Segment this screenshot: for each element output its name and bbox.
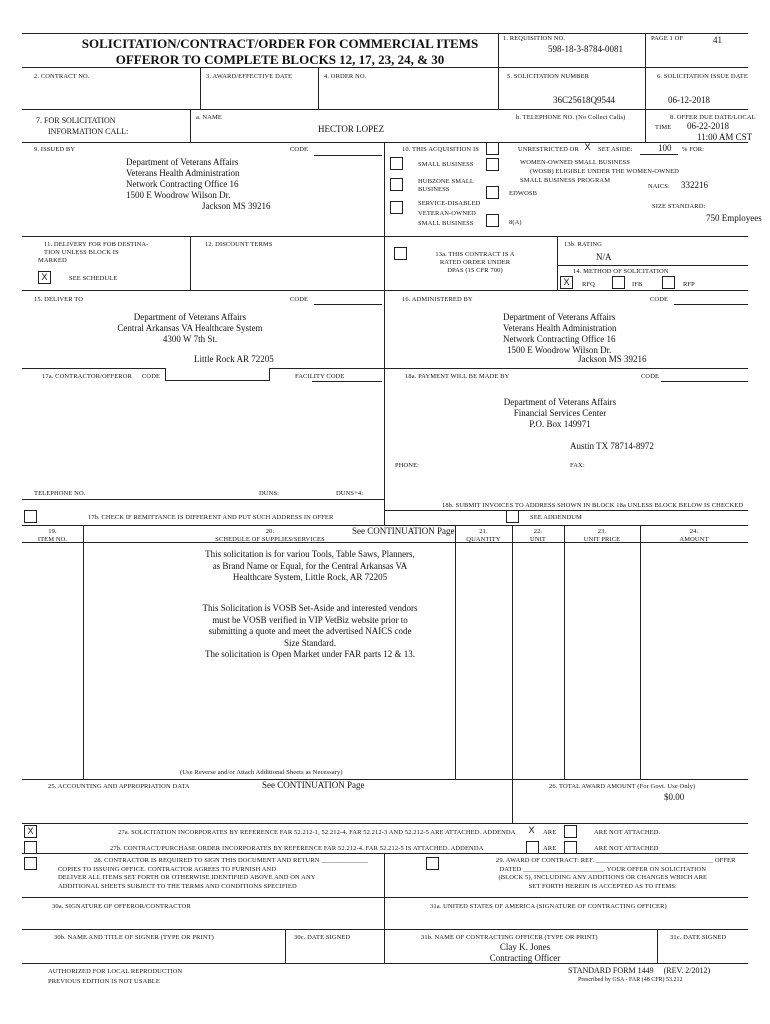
contractor-sign-checkbox[interactable]	[24, 857, 37, 870]
officer-name: Clay K. Jones	[499, 942, 551, 952]
col-number: 22.	[533, 528, 543, 535]
rfq-label: RFQ	[582, 281, 595, 288]
naics-label: NAICS:	[648, 183, 670, 190]
rfq-checkbox[interactable]: X	[560, 276, 573, 289]
col-supplies-header	[180, 528, 360, 544]
clause-27a-are-not: ARE NOT ATTACHED.	[594, 829, 661, 836]
wosb-checkbox[interactable]	[486, 158, 499, 171]
administered-by-city: Jackson MS 39216	[578, 354, 647, 364]
block-29-line: 29. AWARD OF CONTRACT: REF. ___________________________________ OFFER	[496, 857, 736, 864]
contact-name[interactable]: HECTOR LOPEZ	[318, 124, 385, 134]
col-title: SCHEDULE OF SUPPLIES/SERVICES	[215, 536, 325, 543]
col-item-no-header	[22, 528, 83, 544]
rated-order-line: DPAS (15 CFR 700)	[447, 267, 503, 274]
sdvosb-line: SMALL BUSINESS	[418, 220, 474, 227]
description-line: must be VOSB verified in VIP VetBiz website prior to	[212, 614, 408, 625]
issued-by-code-label: CODE	[290, 146, 309, 153]
accounting-label: 25. ACCOUNTING AND APPROPRIATION DATA	[48, 783, 190, 790]
sdvosb-label	[418, 199, 480, 229]
size-standard-value[interactable]: 750 Employees	[706, 213, 762, 223]
hubzone-line: HUBZONE SMALL	[418, 178, 475, 185]
sdvosb-line: SERVICE-DISABLED	[418, 200, 481, 207]
description-line: This solicitation is for variou Tools, Table Saws, Planners,	[205, 549, 415, 559]
acquisition-checkbox[interactable]	[486, 142, 499, 155]
clause-27a-checkbox[interactable]: X	[24, 825, 37, 838]
clause-27a-are: ARE	[543, 829, 557, 836]
info-call-label	[36, 115, 128, 137]
due-time-value[interactable]: 11:00 AM CST	[697, 132, 753, 142]
administered-by-line: 1500 E Woodrow Wilson Dr.	[507, 345, 612, 355]
order-no-label: 4. ORDER NO.	[324, 73, 367, 80]
block-28-line: COPIES TO ISSUING OFFICE. CONTRACTOR AGREES TO FURNISH AND	[58, 865, 277, 873]
payment-code-label: CODE	[641, 373, 660, 380]
clause-27b-are-not: ARE NOT ATTACHED	[594, 845, 659, 852]
schedule-description-1	[160, 549, 460, 584]
clause-27b-are: ARE	[543, 845, 557, 852]
col-title: UNIT	[530, 536, 546, 543]
footer-auth: AUTHORIZED FOR LOCAL REPRODUCTION	[48, 968, 183, 975]
schedule-description-2	[160, 603, 460, 661]
wosb-line: WOMEN-OWNED SMALL BUSINESS	[520, 159, 630, 166]
col-number: 20.	[265, 528, 275, 535]
award-checkbox[interactable]	[426, 857, 439, 870]
clause-27b-are-checkbox[interactable]	[526, 841, 539, 854]
issued-by-line: Veterans Health Administration	[126, 168, 240, 178]
deliver-to-line: Central Arkansas VA Healthcare System	[117, 323, 263, 333]
continuation-note: See CONTINUATION Page	[352, 526, 455, 536]
hubzone-label	[418, 178, 474, 194]
deliver-to-address	[80, 312, 300, 345]
administered-by-line: Veterans Health Administration	[503, 323, 617, 333]
unrestricted-checkbox[interactable]: X	[584, 142, 591, 152]
col-number: 19.	[48, 528, 57, 535]
total-award-label: 26. TOTAL AWARD AMOUNT (For Govt. Use Only)	[549, 783, 696, 790]
block-29-line: DATED ________________________. YOUR OFFER ON SOLICITATION	[499, 865, 707, 873]
description-line: The solicitation is Open Market under FAR parts 12 & 13.	[204, 649, 416, 659]
description-line: submitting a quote and meet the advertised NAICS code	[208, 626, 412, 636]
telephone-label: b. TELEPHONE NO. (No Collect Calls)	[516, 114, 626, 121]
info-call-line2: INFORMATION CALL:	[48, 127, 129, 136]
form-title	[60, 36, 500, 68]
administered-by-code-label: CODE	[650, 296, 669, 303]
payment-line: Department of Veterans Affairs	[503, 397, 617, 407]
delivery-line: 11. DELIVERY FOR FOB DESTINA-	[44, 241, 149, 248]
issued-by-line: Network Contracting Office 16	[126, 179, 239, 189]
col-amount-header	[640, 528, 748, 544]
issue-date-label: 6. SOLICITATION ISSUE DATE	[657, 73, 748, 80]
set-aside-label: SET ASIDE:	[598, 146, 633, 153]
ifb-checkbox[interactable]	[612, 276, 625, 289]
description-line: as Brand Name or Equal, for the Central Arkansas VA	[212, 560, 408, 571]
clause-27b-are-not-checkbox[interactable]	[564, 841, 577, 854]
administered-by-line: Network Contracting Office 16	[503, 334, 616, 344]
solicitation-no-label: 5. SOLICITATION NUMBER	[507, 73, 590, 80]
reverse-note: (Use Reverse and/or Attach Additional Sheets as Necessary)	[180, 769, 343, 776]
delivery-line: MARKED	[38, 257, 67, 264]
edwosb-checkbox[interactable]	[486, 186, 499, 199]
page-label: PAGE 1 OF	[651, 35, 684, 42]
accounting-value[interactable]: See CONTINUATION Page	[262, 780, 365, 790]
col-number: 23.	[597, 528, 607, 535]
delivery-line: TION UNLESS BLOCK IS	[44, 249, 119, 256]
wosb-line: SMALL BUSINESS PROGRAM	[520, 177, 611, 184]
block-29-line: SET FORTH HEREIN IS ACCEPTED AS TO ITEMS:	[528, 882, 677, 890]
contractor-label: 17a. CONTRACTOR/OFFEROR	[42, 373, 132, 380]
block-28-line: 28. CONTRACTOR IS REQUIRED TO SIGN THIS DOCUMENT AND RETURN ______________	[94, 857, 369, 864]
form-number: STANDARD FORM 1449	[568, 966, 654, 975]
wosb-line: (WOSB) ELIGIBLE UNDER THE WOMEN-OWNED	[530, 168, 679, 175]
submit-invoices-label: 18b. SUBMIT INVOICES TO ADDRESS SHOWN IN BLOCK 18a UNLESS BLOCK BELOW IS CHECKED	[442, 502, 744, 509]
col-title: ITEM NO.	[37, 536, 68, 543]
administered-by-address	[503, 312, 616, 356]
issue-date-value[interactable]: 06-12-2018	[668, 95, 710, 105]
rated-order-label	[420, 251, 530, 275]
issued-by-label: 9. ISSUED BY	[34, 146, 76, 153]
issued-by-city: Jackson MS 39216	[202, 201, 271, 211]
requisition-label: 1. REQUISITION NO.	[503, 35, 566, 42]
contractor-code-label: CODE	[142, 373, 161, 380]
info-call-line1: 7. FOR SOLICITATION	[36, 116, 116, 125]
administered-by-line: Department of Veterans Affairs	[503, 312, 616, 322]
offeror-signature-label: 30a. SIGNATURE OF OFFEROR/CONTRACTOR	[52, 903, 191, 910]
officer-date-label: 31c. DATE SIGNED	[670, 934, 727, 941]
issued-by-address	[126, 157, 239, 201]
footer-left	[48, 967, 182, 987]
officer-title: Contracting Officer	[489, 953, 561, 963]
due-date-value[interactable]: 06-22-2018	[687, 121, 729, 131]
acquisition-label: 10. THIS ACQUISITION IS	[402, 146, 479, 153]
officer-name-value	[470, 942, 580, 964]
name-label: a. NAME	[196, 114, 222, 121]
col-unit-header	[512, 528, 564, 544]
wosb-label	[520, 158, 679, 185]
total-award-value[interactable]: $0.00	[664, 792, 685, 802]
footer-form-number	[568, 966, 710, 975]
administered-by-label: 16. ADMINISTERED BY	[402, 296, 473, 303]
col-title: UNIT PRICE	[583, 536, 621, 543]
issued-by-line: Department of Veterans Affairs	[126, 157, 239, 167]
clause-27b-checkbox[interactable]	[24, 841, 37, 854]
payment-line: P.O. Box 149971	[529, 419, 591, 429]
phone-label: PHONE:	[395, 462, 420, 469]
block-28-line: DELIVER ALL ITEMS SET FORTH OR OTHERWISE IDENTIFIED ABOVE AND ON ANY	[58, 874, 316, 881]
rated-order-line: RATED ORDER UNDER	[439, 259, 511, 266]
eight-a-checkbox[interactable]	[486, 214, 499, 227]
see-addendum-checkbox[interactable]	[506, 510, 519, 523]
solicitation-no-value[interactable]: 36C25618Q9544	[553, 95, 616, 105]
delivery-label	[38, 241, 148, 265]
form-revision: (REV. 2/2012)	[663, 966, 711, 975]
col-quantity-header	[455, 528, 512, 544]
col-unit-price-header	[564, 528, 640, 544]
see-addendum-label: SEE ADDENDUM	[530, 514, 582, 521]
ifb-label: IFB	[632, 281, 643, 288]
deliver-to-label: 15. DELIVER TO	[34, 296, 84, 303]
col-number: 24.	[689, 528, 699, 535]
eight-a-label: 8(A)	[509, 219, 522, 226]
see-schedule-checkbox[interactable]: X	[38, 271, 51, 284]
remittance-checkbox[interactable]	[24, 510, 37, 523]
deliver-to-city: Little Rock AR 72205	[194, 354, 274, 364]
unrestricted-label: UNRESTRICTED OR	[518, 146, 579, 153]
block-29-line: (BLOCK 5), INCLUDING ANY ADDITIONS OR CHANGES WHICH ARE	[498, 874, 708, 881]
sdvosb-line: VETERAN-OWNED	[418, 210, 476, 217]
hubzone-checkbox[interactable]	[390, 178, 403, 191]
deliver-to-line: Department of Veterans Affairs	[133, 312, 247, 322]
rating-label: 13b. RATING	[564, 241, 602, 248]
clause-27a-are-not-checkbox[interactable]	[564, 825, 577, 838]
facility-code-label: FACILITY CODE	[295, 373, 345, 380]
payment-label: 18a. PAYMENT WILL BE MADE BY	[405, 373, 510, 380]
discount-terms-label: 12. DISCOUNT TERMS	[205, 241, 273, 248]
rated-order-line: 13a. THIS CONTRACT IS A	[435, 251, 515, 258]
signer-date-label: 30c. DATE SIGNED	[294, 934, 351, 941]
fax-label: FAX:	[570, 462, 585, 469]
naics-value[interactable]: 332216	[681, 180, 708, 190]
payment-line: Financial Services Center	[513, 408, 607, 418]
method-label: 14. METHOD OF SOLICITATION	[573, 268, 669, 275]
footer-prescribed: Prescribed by GSA - FAR (48 CFR) 53.212	[578, 977, 683, 983]
remittance-label: 17b. CHECK IF REMITTANCE IS DIFFERENT AND PUT SUCH ADDRESS IN OFFER	[88, 514, 334, 521]
page-total: 41	[713, 35, 722, 45]
block-28-text	[58, 857, 368, 891]
footer-prev: PREVIOUS EDITION IS NOT USABLE	[48, 978, 160, 985]
duns-label: DUNS:	[259, 490, 280, 497]
small-business-checkbox[interactable]	[390, 157, 403, 170]
clause-27a-label: 27a. SOLICITATION INCORPORATES BY REFERENCE FAR 52.212-1, 52.212-4. FAR 52.212-3 AND 52.212-5 ARE ATTACHED. ADDENDA	[118, 829, 516, 836]
see-schedule-label: SEE SCHEDULE	[69, 275, 118, 282]
size-standard-label: SIZE STANDARD:	[652, 203, 706, 210]
officer-name-label: 31b. NAME OF CONTRACTING OFFICER (TYPE OR PRINT)	[421, 934, 598, 941]
form-title-line2: OFFEROR TO COMPLETE BLOCKS 12, 17, 23, 24, & 30	[115, 52, 445, 67]
rfp-label: RFP	[683, 281, 695, 288]
deliver-to-code-label: CODE	[290, 296, 309, 303]
payment-address	[480, 397, 640, 430]
set-aside-percent[interactable]: 100	[658, 143, 672, 153]
requisition-value[interactable]: 598-18-3-8784-0081	[548, 44, 623, 54]
sdvosb-checkbox[interactable]	[390, 201, 403, 214]
telephone-no-label: TELEPHONE NO.	[34, 490, 86, 497]
hubzone-line: BUSINESS	[418, 186, 450, 193]
small-business-label: SMALL BUSINESS	[418, 161, 474, 168]
col-title: QUANTITY	[466, 536, 501, 543]
officer-signature-label: 31a. UNITED STATES OF AMERICA (SIGNATURE OF CONTRACTING OFFICER)	[430, 903, 667, 910]
description-line: Healthcare System, Little Rock, AR 72205	[232, 572, 388, 582]
clause-27b-label: 27b. CONTRACT/PURCHASE ORDER INCORPORATES BY REFERENCE FAR 52.212-4. FAR 52.212-5 IS ATTACHED. ADDENDA	[110, 845, 484, 852]
duns4-label: DUNS+4:	[336, 490, 364, 497]
award-date-label: 3. AWARD/EFFECTIVE DATE	[206, 73, 293, 80]
contract-no-label: 2. CONTRACT NO.	[34, 73, 90, 80]
time-label: TIME	[655, 124, 672, 131]
rated-order-checkbox[interactable]	[394, 247, 407, 260]
rating-value[interactable]: N/A	[596, 252, 612, 262]
form-title-line1: SOLICITATION/CONTRACT/ORDER FOR COMMERCIAL ITEMS	[81, 36, 479, 51]
signer-name-label: 30b. NAME AND TITLE OF SIGNER (TYPE OR PRINT)	[54, 934, 214, 941]
col-title: AMOUNT	[679, 536, 709, 543]
issued-by-line: 1500 E Woodrow Wilson Dr.	[126, 190, 231, 200]
description-line: Size Standard.	[284, 637, 336, 648]
edwosb-label: EDWOSB	[509, 190, 538, 197]
description-line: This Solicitation is VOSB Set-Aside and interested vendors	[202, 603, 418, 613]
block-28-line: ADDITIONAL SHEETS SUBJECT TO THE TERMS AND CONDITIONS SPECIFIED	[58, 882, 297, 890]
due-date-label: 8. OFFER DUE DATE/LOCAL	[670, 114, 756, 121]
clause-27a-are-checkbox[interactable]: X	[528, 825, 535, 835]
deliver-to-line: 4300 W 7th St.	[162, 334, 218, 344]
block-29-text	[470, 857, 736, 891]
col-number: 21.	[479, 528, 488, 535]
contractor-code-field[interactable]	[165, 368, 270, 381]
payment-city: Austin TX 78714-8972	[570, 441, 654, 451]
rfp-checkbox[interactable]	[662, 276, 675, 289]
percent-for-label: % FOR:	[682, 146, 705, 153]
